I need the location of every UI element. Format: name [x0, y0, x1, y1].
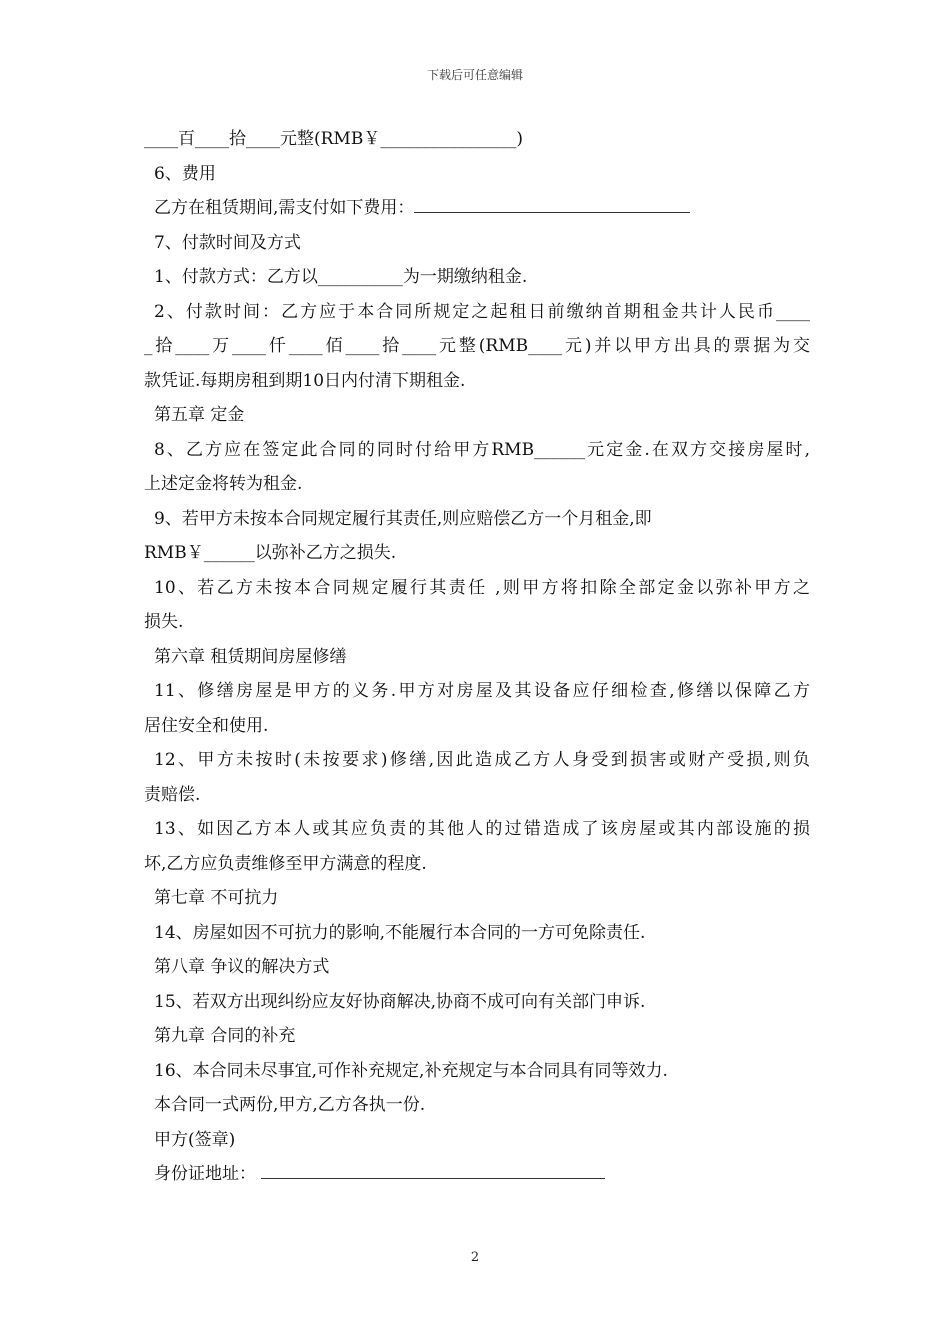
document-line	[144, 122, 810, 157]
line-text: 15、若双方出现纠纷应友好协商解决,协商不成可向有关部门申诉.	[154, 991, 646, 1012]
document-line	[144, 295, 810, 330]
fill-in-blank	[261, 1162, 605, 1179]
document-line	[144, 502, 810, 537]
document-line	[144, 398, 810, 433]
line-text: 11、修缮房屋是甲方的义务.甲方对房屋及其设备应仔细检查,修缮以保障乙方	[154, 681, 810, 701]
document-line	[144, 640, 810, 675]
line-text: 身份证地址：	[154, 1164, 262, 1184]
line-text: 责赔偿.	[144, 784, 201, 805]
document-line	[144, 916, 810, 951]
page-header: 下载后可任意编辑	[426, 68, 523, 82]
document-line	[144, 812, 810, 847]
document-line	[144, 467, 810, 502]
document-line	[144, 571, 810, 606]
fill-in-blank	[414, 196, 690, 213]
line-text: 12、甲方未按时(未按要求)修缮,因此造成乙方人身受到损害或财产受损,则负	[154, 750, 810, 770]
line-text: 坏,乙方应负责维修至甲方满意的程度.	[144, 853, 427, 874]
line-text: 款凭证.每期房租到期10日内付清下期租金.	[144, 370, 466, 391]
document-line	[144, 1019, 810, 1054]
document-line	[144, 226, 810, 261]
line-text: 乙方在租赁期间,需支付如下费用：	[154, 198, 415, 218]
document-body	[144, 122, 810, 1192]
document-line	[144, 1157, 810, 1192]
document-line	[144, 743, 810, 778]
line-text: 第七章 不可抗力	[154, 888, 279, 908]
line-text: 8、乙方应在签定此合同的同时付给甲方RMB______元定金.在双方交接房屋时,	[154, 439, 810, 460]
document-line	[144, 985, 810, 1020]
document-line	[144, 1054, 810, 1089]
line-text: 7、付款时间及方式	[154, 232, 301, 253]
line-text: 第九章 合同的补充	[154, 1026, 296, 1046]
line-text: 1、付款方式：乙方以__________为一期缴纳租金.	[154, 267, 528, 287]
line-text: ____百____拾____元整(RMB￥________________)	[144, 129, 523, 149]
line-text: RMB￥______以弥补乙方之损失.	[144, 543, 397, 563]
line-text: 第五章 定金	[154, 405, 245, 425]
document-line	[144, 778, 810, 813]
page-number: 2	[470, 1250, 480, 1265]
document-line	[144, 433, 810, 468]
document-line	[144, 1123, 810, 1158]
line-text: 13、如因乙方本人或其应负责的其他人的过错造成了该房屋或其内部设施的损	[154, 819, 810, 839]
line-text: 9、若甲方未按本合同规定履行其责任,则应赔偿乙方一个月租金,即	[154, 508, 652, 529]
line-text: 损失.	[144, 612, 184, 632]
line-text: _拾____万____仟____佰____拾____元整(RMB____元)并以甲方出具的票据为交	[144, 336, 810, 356]
document-line	[144, 329, 810, 364]
line-text: 第八章 争议的解决方式	[154, 957, 330, 977]
document-line	[144, 157, 810, 192]
document-line	[144, 950, 810, 985]
line-text: 6、费用	[154, 163, 216, 184]
line-text: 居住安全和使用.	[144, 715, 269, 736]
line-text: 上述定金将转为租金.	[144, 474, 303, 494]
document-line	[144, 709, 810, 744]
line-text: 本合同一式两份,甲方,乙方各执一份.	[154, 1095, 426, 1115]
document-line	[144, 191, 810, 226]
document-line	[144, 1088, 810, 1123]
line-text: 10、若乙方未按本合同规定履行其责任 ,则甲方将扣除全部定金以弥补甲方之	[154, 577, 810, 598]
line-text: 16、本合同未尽事宜,可作补充规定,补充规定与本合同具有同等效力.	[154, 1060, 668, 1081]
document-line	[144, 605, 810, 640]
document-line	[144, 536, 810, 571]
line-text: 甲方(签章)	[154, 1129, 236, 1150]
line-text: 第六章 租赁期间房屋修缮	[154, 646, 347, 667]
document-line	[144, 674, 810, 709]
document-line	[144, 881, 810, 916]
document-line	[144, 847, 810, 882]
document-line	[144, 364, 810, 399]
document-line	[144, 260, 810, 295]
line-text: 14、房屋如因不可抗力的影响,不能履行本合同的一方可免除责任.	[154, 922, 646, 943]
line-text: 2、付款时间：乙方应于本合同所规定之起租日前缴纳首期租金共计人民币____	[154, 301, 810, 322]
